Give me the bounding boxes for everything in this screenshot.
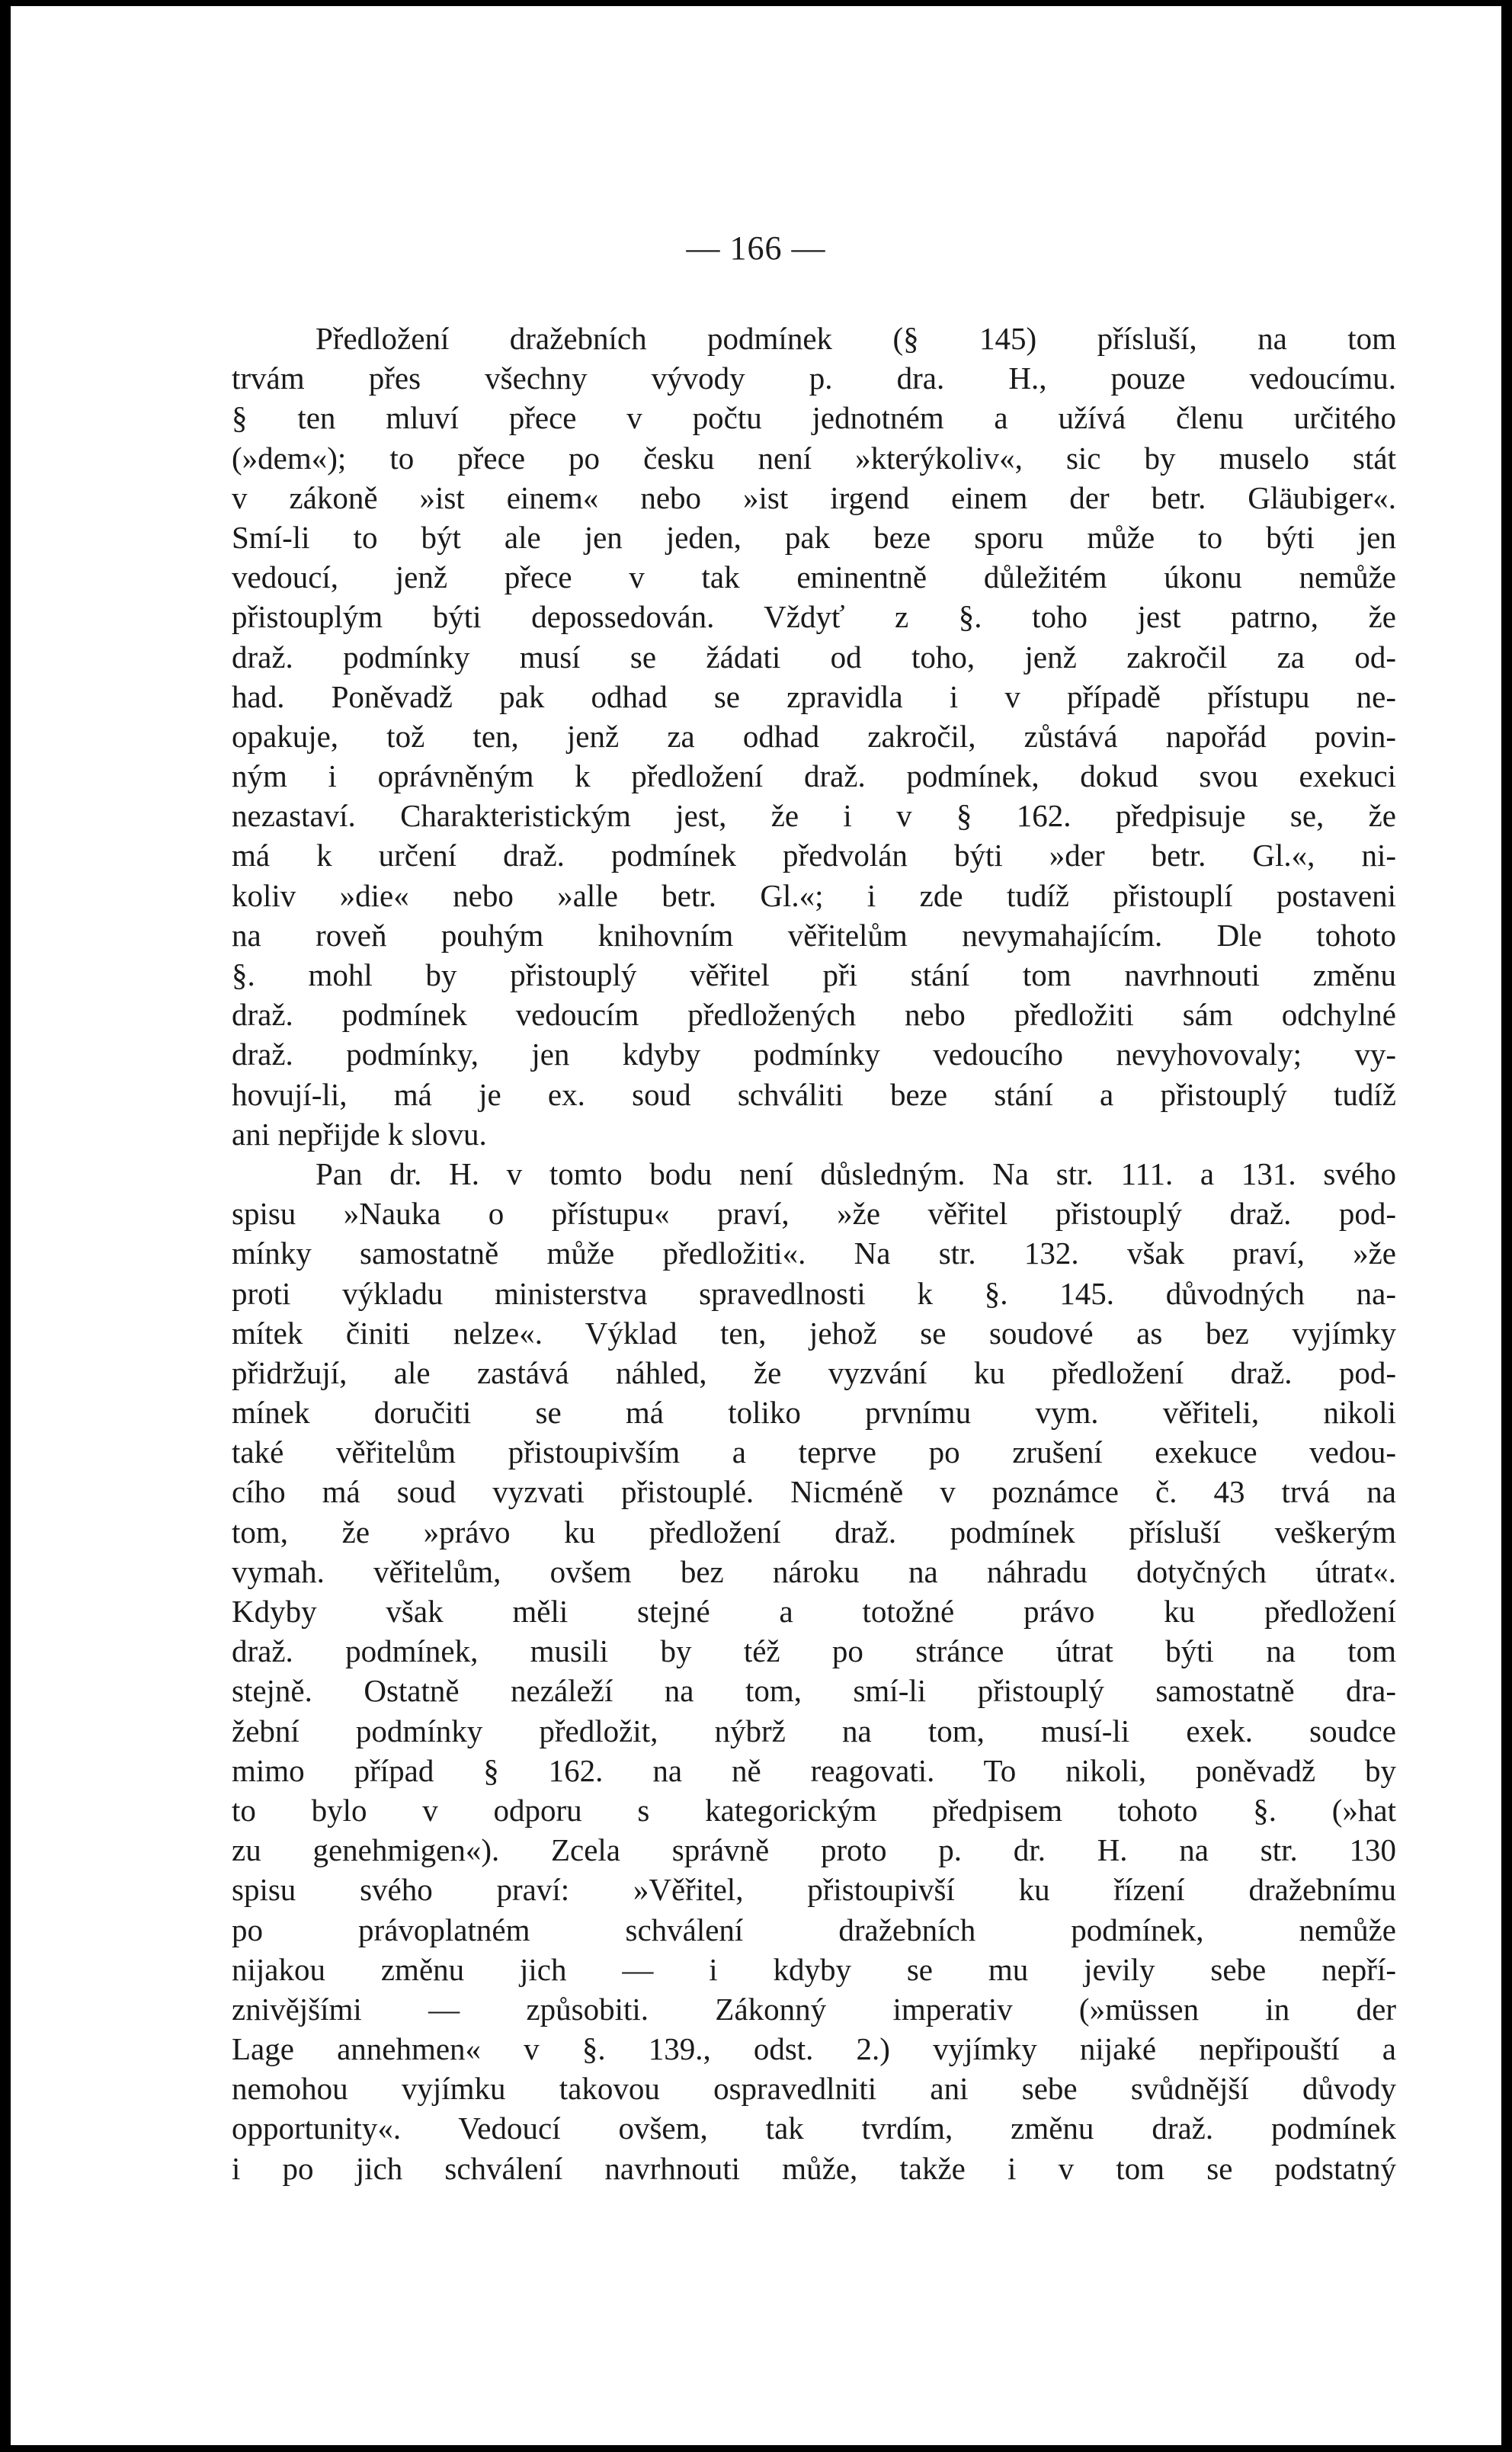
text-line: stejně. Ostatně nezáleží na tom, smí-li přistouplý samostatně dra- [232, 1673, 1396, 1709]
text-line: také věřitelům přistoupivším a teprve po zrušení exekuce vedou- [232, 1434, 1396, 1470]
text-line: mínek doručiti se má toliko prvnímu vym. věřiteli, nikoli [232, 1395, 1396, 1431]
text-line: mimo případ § 162. na ně reagovati. To nikoli, poněvadž by [232, 1752, 1396, 1788]
text-line: ani nepřijde k slovu. [232, 1116, 487, 1152]
text-line: § ten mluví přece v počtu jednotném a užívá členu určitého [232, 400, 1396, 436]
text-line: opportunity«. Vedoucí ovšem, tak tvrdím, změnu draž. podmínek [232, 2111, 1396, 2146]
text-line: znivějšími — způsobiti. Zákonný imperativ (»müssen in der [232, 1991, 1396, 2027]
text-line: v zákoně »ist einem« nebo »ist irgend einem der betr. Gläubiger«. [232, 479, 1396, 515]
text-line: koliv »die« nebo »alle betr. Gl.«; i zde tudíž přistouplí postaveni [232, 877, 1396, 913]
text-line: vymah. věřitelům, ovšem bez nároku na náhradu dotyčných útrat«. [232, 1553, 1396, 1589]
text-line: na roveň pouhým knihovním věřitelům nevymahajícím. Dle tohoto [232, 917, 1396, 953]
text-line: opakuje, tož ten, jenž za odhad zakročil, zůstává napořád povin- [232, 718, 1396, 754]
book-page [11, 6, 1501, 2445]
text-line: cího má soud vyzvati přistouplé. Nicméně v poznámce č. 43 trvá na [232, 1474, 1396, 1510]
text-line: Smí-li to být ale jen jeden, pak beze sporu může to býti jen [232, 519, 1396, 555]
text-line: Kdyby však měli stejné a totožné právo ku předložení [232, 1594, 1396, 1629]
text-line: přidržují, ale zastává náhled, že vyzvání ku předložení draž. pod- [232, 1354, 1396, 1390]
text-line: mínky samostatně může předložiti«. Na str. 132. však praví, »že [232, 1236, 1396, 1271]
text-line: draž. podmínky, jen kdyby podmínky vedoucího nevyhovovaly; vy- [232, 1037, 1396, 1072]
text-line: tom, že »právo ku předložení draž. podmínek přísluší veškerým [232, 1514, 1396, 1550]
text-line: po právoplatném schválení dražebních podmínek, nemůže [232, 1912, 1396, 1947]
text-line: mítek činiti nelze«. Výklad ten, jehož se soudové as bez vyjímky [232, 1315, 1396, 1351]
text-line: nijakou změnu jich — i kdyby se mu jevily sebe nepří- [232, 1951, 1396, 1987]
text-line: Předložení dražebních podmínek (§ 145) přísluší, na tom [316, 321, 1396, 356]
text-line: hovují-li, má je ex. soud schváliti beze stání a přistouplý tudíž [232, 1076, 1396, 1112]
text-line: nemohou vyjímku takovou ospravedlniti ani sebe svůdnější důvody [232, 2071, 1396, 2107]
text-line: Pan dr. H. v tomto bodu není důsledným. Na str. 111. a 131. svého [316, 1155, 1396, 1191]
text-line: draž. podmínky musí se žádati od toho, jenž zakročil za od- [232, 639, 1396, 675]
text-line: had. Poněvadž pak odhad se zpravidla i v případě přístupu ne- [232, 678, 1396, 714]
text-line: žební podmínky předložit, nýbrž na tom, musí-li exek. soudce [232, 1713, 1396, 1748]
text-line: draž. podmínek vedoucím předložených nebo předložiti sám odchylné [232, 997, 1396, 1033]
text-line: i po jich schválení navrhnouti může, takže i v tom se podstatný [232, 2150, 1396, 2186]
text-line: ným i oprávněným k předložení draž. podmínek, dokud svou exekuci [232, 758, 1396, 794]
text-line: spisu »Nauka o přístupu« praví, »že věřitel přistouplý draž. pod- [232, 1196, 1396, 1232]
text-line: nezastaví. Charakteristickým jest, že i v § 162. předpisuje se, že [232, 798, 1396, 834]
text-line: proti výkladu ministerstva spravedlnosti k §. 145. důvodných na- [232, 1275, 1396, 1311]
text-line: to bylo v odporu s kategorickým předpisem tohoto §. (»hat [232, 1792, 1396, 1828]
text-line: Lage annehmen« v §. 139., odst. 2.) vyjímky nijaké nepřipouští a [232, 2031, 1396, 2067]
text-line: zu genehmigen«). Zcela správně proto p. dr. H. na str. 130 [232, 1832, 1396, 1868]
text-line: spisu svého praví: »Věřitel, přistoupivší ku řízení dražebnímu [232, 1872, 1396, 1908]
text-line: trvám přes všechny vývody p. dra. H., pouze vedoucímu. [232, 361, 1396, 396]
page-number: — 166 — [686, 229, 826, 267]
text-line: vedoucí, jenž přece v tak eminentně důležitém úkonu nemůže [232, 559, 1396, 595]
text-line: má k určení draž. podmínek předvolán býti »der betr. Gl.«, ni- [232, 838, 1396, 873]
text-line: §. mohl by přistouplý věřitel při stání tom navrhnouti změnu [232, 957, 1396, 992]
body-text [232, 319, 1396, 2188]
text-line: přistouplým býti depossedován. Vždyť z §. toho jest patrno, že [232, 599, 1396, 635]
text-line: draž. podmínek, musili by též po stránce útrat býti na tom [232, 1633, 1396, 1669]
text-line: (»dem«); to přece po česku není »kterýkoliv«, sic by muselo stát [232, 440, 1396, 476]
